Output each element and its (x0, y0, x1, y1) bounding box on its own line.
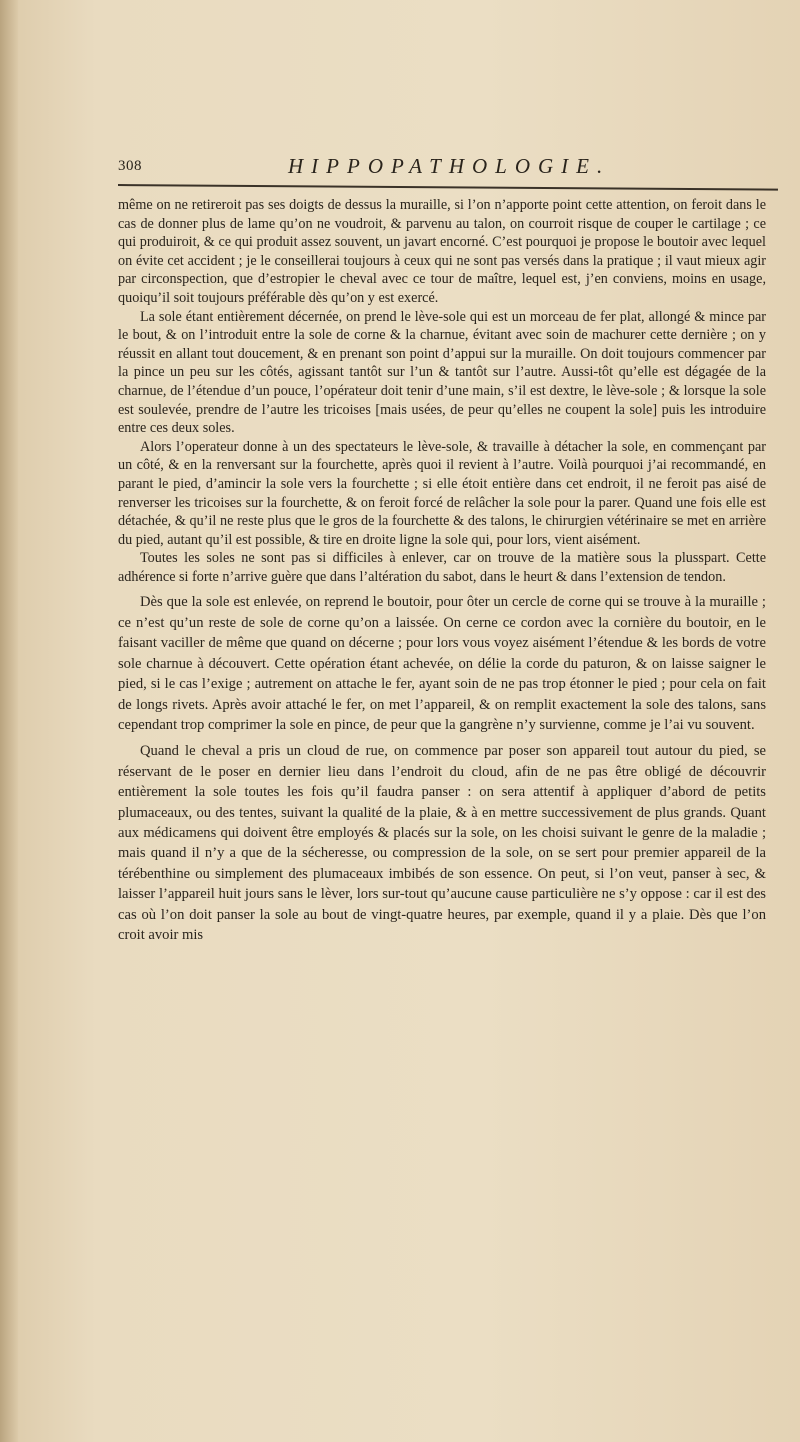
running-title: HIPPOPATHOLOGIE. (288, 154, 611, 178)
page-binding-shadow (0, 0, 18, 1442)
paragraph: Quand le cheval a pris un cloud de rue, on commence par poser son appareil tout autour du pied, se réservant de le poser en dernier lieu dans l’endroit du cloud, afin de ne pas être obligé de découvrir entièrement la sole toutes les fois qu’il faudra panser : on sera attentif à appliquer d’abord de petits plumaceaux, ou des tentes, suivant la qualité de la plaie, & à en mettre successivement de plus grands. Quant aux médicamens qui doivent être employés & placés sur la sole, on les choisi suivant le genre de la maladie ; mais quand il n’y a que de la sécheresse, ou compression de la sole, on se sert pour premier appareil de la térébenthine ou simplement des plumaceaux imbibés de son essence. On peut, si l’on veut, panser à sec, & laisser l’appareil huit jours sans le lèver, lors sur-tout qu’aucune cause particulière ne s’y oppose : car il est des cas où l’on doit panser la sole au bout de vingt-quatre heures, par exemple, quand il y a plaie. Dès que l’on croit avoir mis (118, 743, 766, 943)
paragraph: Toutes les soles ne sont pas si difficiles à enlever, car on trouve de la matière sous la plusspart. Cette adhérence si forte n’arrive guère que dans l’altération du sabot, dans le heurt & dans l’extension de tendon. (118, 550, 766, 585)
page-number: 308 (118, 158, 142, 174)
paragraph: même on ne retireroit pas ses doigts de dessus la muraille, si l’on n’apporte point cette attention, on feroit dans le cas de donner plus de lame qu’on ne voudroit, & parvenu au talon, on courroit risque de couper le cartilage ; ce qui produiroit, & ce qui produit assez souvent, un javart encorné. C’est pourquoi je propose le boutoir avec lequel on évite cet accident ; je le conseillerai toujours à ceux qui ne sont pas versés dans la pratique ; il vaut mieux agir par circonspection, que d’estropier le cheval avec ce tour de maître, lequel est, j’en conviens, moins en usage, quoiqu’il soit toujours préférable dès qu’on y est exercé. (118, 197, 766, 306)
paragraph: La sole étant entièrement décernée, on prend le lève-sole qui est un morceau de fer plat, allongé & mince par le bout, & on l’introduit entre la sole de corne & la charnue, évitant avec soin de machurer cette dernière ; on y réussit en allant tout doucement, & en prenant son point d’appui sur la muraille. On doit toujours commencer par la pince un peu sur les côtés, agissant tantôt sur l’un & tantôt sur l’autre. Aussi-tôt qu’elle est dégagée de la charnue, de l’étendue d’un pouce, l’opérateur doit tenir d’une main, s’il est dextre, le lève-sole ; & lorsque la sole est soulevée, prendre de l’autre les tricoises [mais usées, de peur qu’elles ne coupent la sole] puis les introduire entre ces deux soles. (118, 308, 766, 437)
header-rule (118, 184, 778, 191)
page-header (118, 154, 766, 182)
paragraph: Dès que la sole est enlevée, on reprend le boutoir, pour ôter un cercle de corne qui se trouve à la muraille ; ce n’est qu’un reste de sole de corne qu’on a laissée. On cerne ce cordon avec la cornière du boutoir, en le faisant vaciller de même que quand on décerne ; pour lors vous voyez aisément l’étendue & les bords de votre sole charnue à découvert. Cette opération étant achevée, on délie la corde du paturon, & on laisse saigner le pied, si le cas l’exige ; autrement on attache le fer, ayant soin de ne pas trop étonner le pied ; pour cela on fait de longs rivets. Après avoir attaché le fer, on met l’appareil, & on remplit exactement la sole des talons, sans cependant trop comprimer la sole en pince, de peur que la gangrène n’y survienne, comme je l’ai vu souvent. (118, 594, 766, 733)
body-text (118, 196, 766, 945)
paragraph: Alors l’operateur donne à un des spectateurs le lève-sole, & travaille à détacher la sole, en commençant par un côté, & en la renversant sur la fourchette, après quoi il revient à l’autre. Voilà pourquoi j’ai recommandé, en parant le pied, d’amincir la sole vers la fourchette ; si elle étoit entière dans cet endroit, il ne feroit pas aisé de renverser les tricoises sur la fourchette, & on feroit forcé de relâcher la sole pour la parer. Quand une fois elle est détachée, & qu’il ne reste plus que le gros de la fourchette & des talons, le chirurgien vétérinaire se met en arrière du pied, autant qu’il est possible, & tire en droite ligne la sole qui, pour lors, vient aisément. (118, 438, 766, 548)
